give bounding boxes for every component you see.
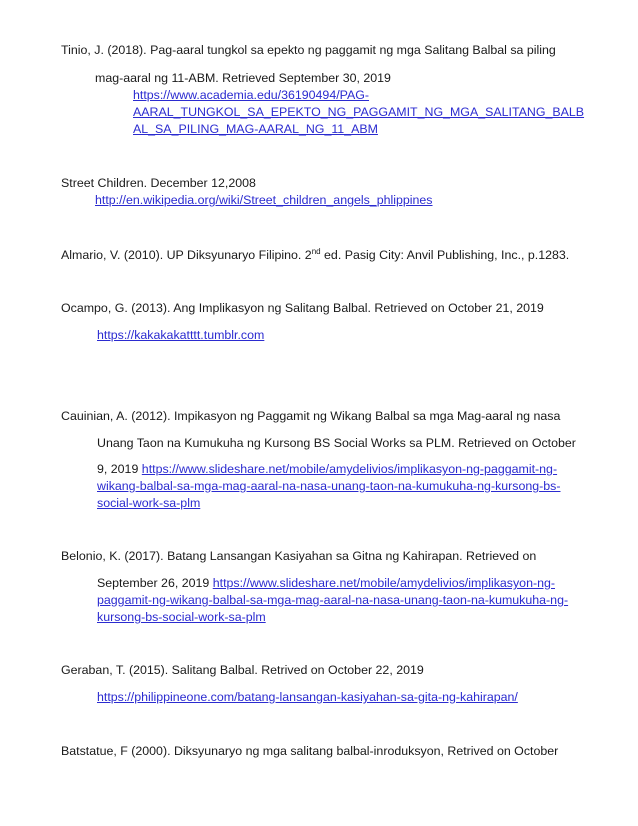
ref-cauinian-line1: Cauinian, A. (2012). Impikasyon ng Paggamit ng Wikang Balbal sa mga Mag-aaral ng nasa — [61, 409, 561, 423]
ref-tinio-line2: mag-aaral ng 11-ABM. Retrieved September 30, 2019 — [95, 71, 391, 85]
ref-cauinian-date: 9, 2019 — [97, 462, 142, 476]
ref-batstatue-line1: Batstatue, F (2000). Diksyunaryo ng mga salitang balbal-inroduksyon, Retrived on October — [61, 744, 559, 758]
ref-belonio-date: September 26, 2019 — [97, 576, 213, 590]
ref-cauinian-link-line2[interactable]: wikang-balbal-sa-mga-mag-aaral-na-nasa-unang-taon-na-kumukuha-ng-kursong-bs- — [97, 479, 561, 493]
ref-tinio-link-line2[interactable]: AARAL_TUNGKOL_SA_EPEKTO_NG_PAGGAMIT_NG_MGA_SALITANG_BALB — [133, 105, 585, 119]
ref-street-children-line1: Street Children. December 12,2008 — [61, 176, 256, 190]
ref-tinio-link-line3[interactable]: AL_SA_PILING_MAG-AARAL_NG_11_ABM — [133, 122, 378, 136]
ref-almario-superscript: nd — [311, 246, 321, 256]
ref-belonio-line2 — [97, 576, 555, 591]
ref-tinio-line1: Tinio, J. (2018). Pag-aaral tungkol sa epekto ng paggamit ng mga Salitang Balbal sa piling — [61, 43, 556, 57]
ref-tinio-link-line1[interactable]: https://www.academia.edu/36190494/PAG- — [133, 88, 370, 102]
ref-street-children-link[interactable]: http://en.wikipedia.org/wiki/Street_children_angels_phlippines — [95, 193, 433, 207]
ref-belonio-link-line3[interactable]: kursong-bs-social-work-sa-plm — [97, 610, 266, 624]
ref-cauinian-line2: Unang Taon na Kumukuha ng Kursong BS Social Works sa PLM. Retrieved on October — [97, 436, 576, 450]
ref-almario-line1 — [61, 248, 569, 263]
ref-cauinian-link-line1[interactable]: https://www.slideshare.net/mobile/amydelivios/implikasyon-ng-paggamit-ng- — [141, 462, 558, 476]
ref-ocampo-link[interactable]: https://kakakakatttt.tumblr.com — [97, 328, 265, 342]
ref-cauinian-link-line3[interactable]: social-work-sa-plm — [97, 496, 201, 510]
ref-belonio-line1: Belonio, K. (2017). Batang Lansangan Kasiyahan sa Gitna ng Kahirapan. Retrieved on — [61, 549, 537, 563]
ref-cauinian-line3 — [97, 462, 557, 477]
ref-belonio-link-line2[interactable]: paggamit-ng-wikang-balbal-sa-mga-mag-aaral-na-nasa-unang-taon-na-kumukuha-ng- — [97, 593, 569, 607]
ref-ocampo-line1: Ocampo, G. (2013). Ang Implikasyon ng Salitang Balbal. Retrieved on October 21, 2019 — [61, 301, 544, 315]
ref-geraban-link[interactable]: https://philippineone.com/batang-lansangan-kasiyahan-sa-gita-ng-kahirapan/ — [97, 690, 518, 704]
ref-belonio-link-line1[interactable]: https://www.slideshare.net/mobile/amydelivios/implikasyon-ng- — [212, 576, 555, 590]
ref-almario-text-before: Almario, V. (2010). UP Diksyunaryo Filipino. 2 — [61, 248, 312, 262]
ref-almario-text-after: ed. Pasig City: Anvil Publishing, Inc., p.1283. — [320, 248, 570, 262]
ref-geraban-line1: Geraban, T. (2015). Salitang Balbal. Retrived on October 22, 2019 — [61, 663, 424, 677]
